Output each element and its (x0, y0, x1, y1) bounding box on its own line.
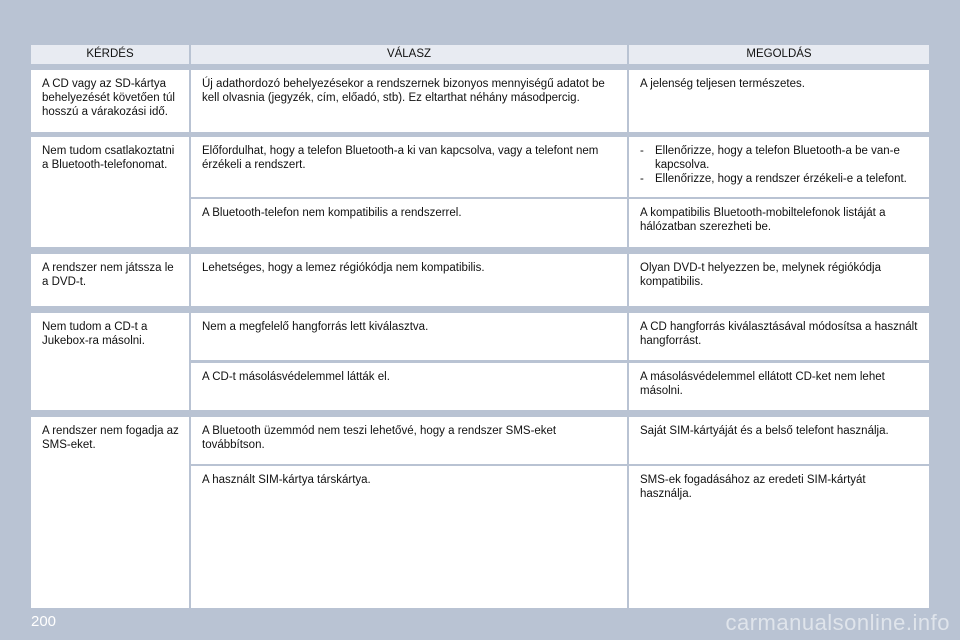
question-cell: A rendszer nem fogadja az SMS-eket. (31, 417, 189, 608)
solution-list-item: - Ellenőrizze, hogy a rendszer érzékeli-e a telefont. (640, 172, 919, 186)
solution-cell: Saját SIM-kártyáját és a belső telefont használja. (629, 417, 929, 464)
answer-cell: Előfordulhat, hogy a telefon Bluetooth-a ki van kapcsolva, vagy a telefont nem érzékeli a rendszert. (191, 137, 627, 197)
solution-cell: A másolásvédelemmel ellátott CD-ket nem lehet másolni. (629, 363, 929, 410)
header-answer: VÁLASZ (191, 45, 627, 64)
answer-cell: Nem a megfelelő hangforrás lett kiválasztva. (191, 313, 627, 360)
answer-cell: A CD-t másolásvédelemmel látták el. (191, 363, 627, 410)
question-cell: A rendszer nem játssza le a DVD-t. (31, 254, 189, 306)
solution-cell: A CD hangforrás kiválasztásával módosítsa a használt hangforrást. (629, 313, 929, 360)
answer-cell: Új adathordozó behelyezésekor a rendszernek bizonyos mennyiségű adatot be kell olvasnia (jegyzék, cím, előadó, stb). Ez eltarthat néhány másodpercig. (191, 70, 627, 132)
solution-list-item: - Ellenőrizze, hogy a telefon Bluetooth-a be van-e kapcsolva. (640, 144, 919, 172)
solution-cell: A jelenség teljesen természetes. (629, 70, 929, 132)
solution-cell: A kompatibilis Bluetooth-mobiltelefonok listáját a hálózatban szerezheti be. (629, 199, 929, 247)
header-solution: MEGOLDÁS (629, 45, 929, 64)
solution-list (640, 144, 919, 186)
question-cell: Nem tudom a CD-t a Jukebox-ra másolni. (31, 313, 189, 410)
answer-cell: A Bluetooth-telefon nem kompatibilis a rendszerrel. (191, 199, 627, 247)
watermark: carmanualsonline.info (725, 610, 950, 635)
question-cell: A CD vagy az SD-kártya behelyezését követően túl hosszú a várakozási idő. (31, 70, 189, 132)
solution-cell (629, 137, 929, 197)
answer-cell: A Bluetooth üzemmód nem teszi lehetővé, hogy a rendszer SMS-eket továbbítson. (191, 417, 627, 464)
question-cell: Nem tudom csatlakoztatni a Bluetooth-telefonomat. (31, 137, 189, 247)
header-question: KÉRDÉS (31, 45, 189, 64)
answer-cell: A használt SIM-kártya társkártya. (191, 466, 627, 608)
page-number: 200 (31, 613, 57, 630)
answer-cell: Lehetséges, hogy a lemez régiókódja nem kompatibilis. (191, 254, 627, 306)
solution-cell: SMS-ek fogadásához az eredeti SIM-kártyát használja. (629, 466, 929, 608)
solution-cell: Olyan DVD-t helyezzen be, melynek régiókódja kompatibilis. (629, 254, 929, 306)
